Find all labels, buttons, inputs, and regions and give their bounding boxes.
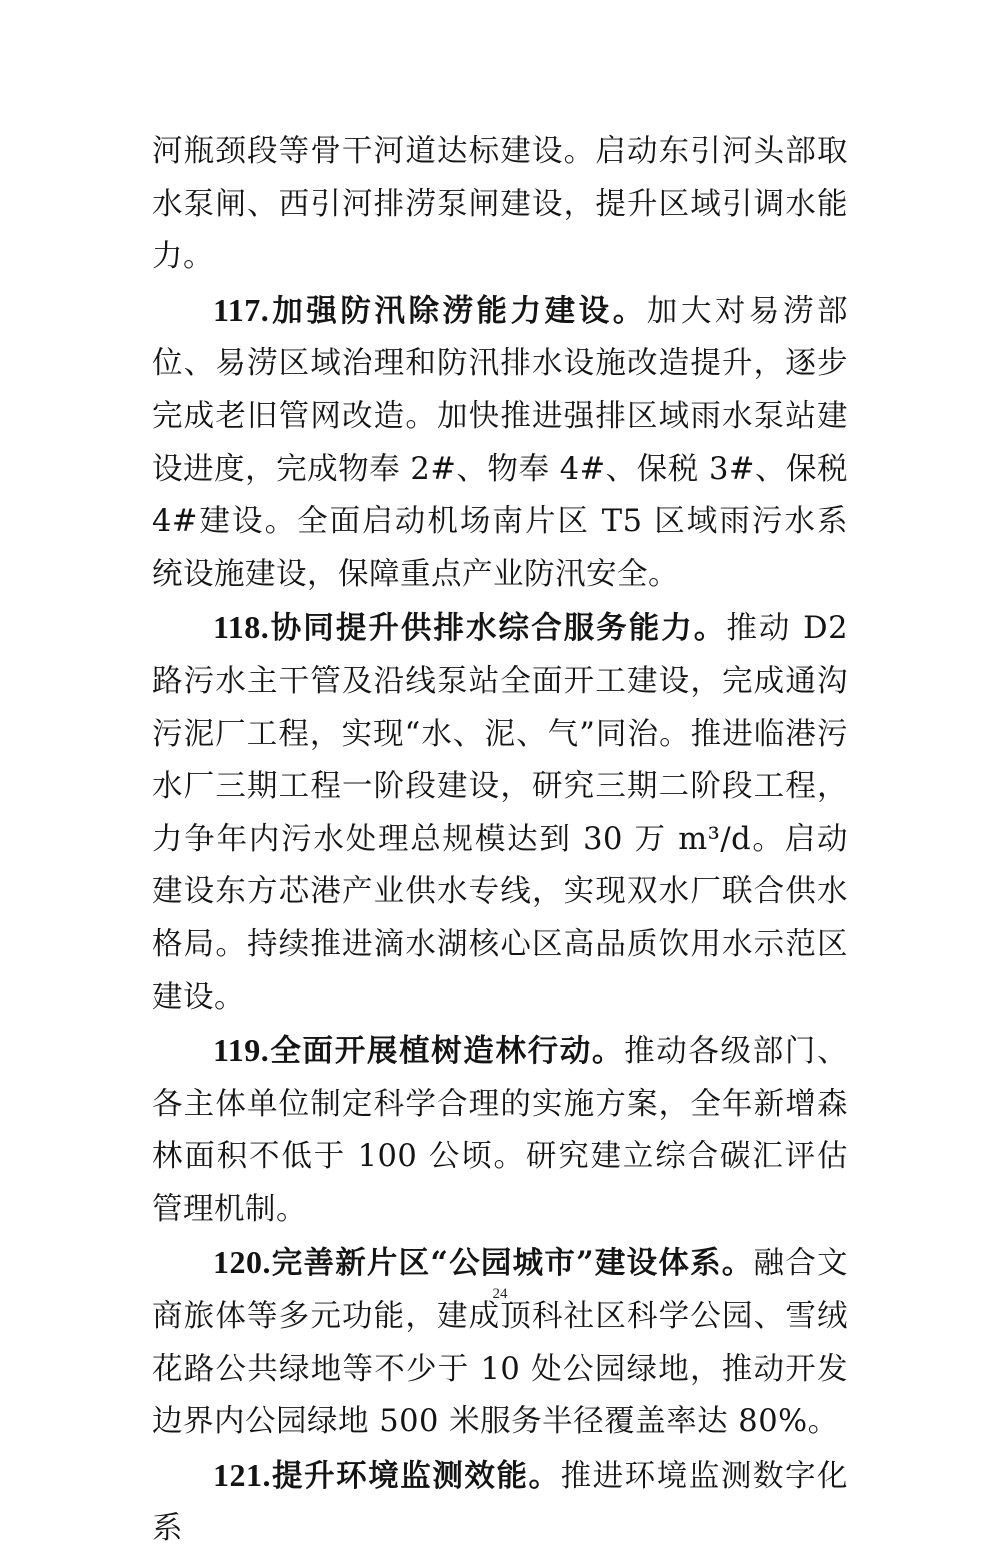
item-number: 117. [213,291,270,328]
paragraph-body: 推进环境监测数字化系 [152,1458,849,1547]
page-number: 24 [492,1286,508,1302]
paragraph-body: 加大对易涝部位、易涝区域治理和防汛排水设施改造提升，逐步完成老旧管网改造。加快推进强排区域雨水泵站建设进度，完成物奉 2#、物奉 4#、保税 3#、保税 4#建设。全面启动机场南片区 T5 区域雨污水系统设施建设，保障重点产业防汛安全。 [152,293,849,592]
paragraph-body: 融合文商旅体等多元功能，建成顶科社区科学公园、雪绒花路公共绿地等不少于 10 处公园绿地，推动开发边界内公园绿地 500 米服务半径覆盖率达 80%。 [152,1246,848,1440]
paragraph-body: 河瓶颈段等骨干河道达标建设。启动东引河头部取水泵闸、西引河排涝泵闸建设，提升区域引调水能力。 [152,134,848,275]
item-number: 121. [213,1456,271,1493]
item-118-paragraph [152,601,848,1024]
paragraph-body: 推动 D2 路污水主干管及沿线泵站全面开工建设，完成通沟污泥厂工程，实现“水、泥、气”同治。推进临港污水厂三期工程一阶段建设，研究三期二阶段工程，力争年内污水处理总规模达到 30 万 m³/d。启动建设东方芯港产业供水专线，实现双水厂联合供水格局。持续推进滴水湖核心区高品质饮用水示范区建设。 [152,611,848,1015]
item-heading: 全面开展植树造林行动。 [269,1033,625,1070]
body-text [152,126,848,1556]
item-heading: 协同提升供排水综合服务能力。 [269,610,727,647]
item-117-paragraph [152,284,848,602]
item-heading: 提升环境监测效能。 [271,1457,561,1494]
item-121-paragraph [152,1449,848,1556]
item-120-paragraph [152,1236,848,1448]
item-number: 119. [213,1032,270,1069]
paragraph-body: 推动各级部门、各主体单位制定科学合理的实施方案，全年新增森林面积不低于 100 公顷。研究建立综合碳汇评估管理机制。 [152,1034,848,1227]
item-heading: 加强防汛除涝能力建设。 [269,292,647,329]
item-number: 120. [213,1244,271,1281]
item-119-paragraph [152,1024,848,1236]
item-number: 118. [213,609,270,646]
continuation-paragraph [152,126,848,284]
item-heading: 完善新片区“公园城市”建设体系。 [271,1245,754,1282]
